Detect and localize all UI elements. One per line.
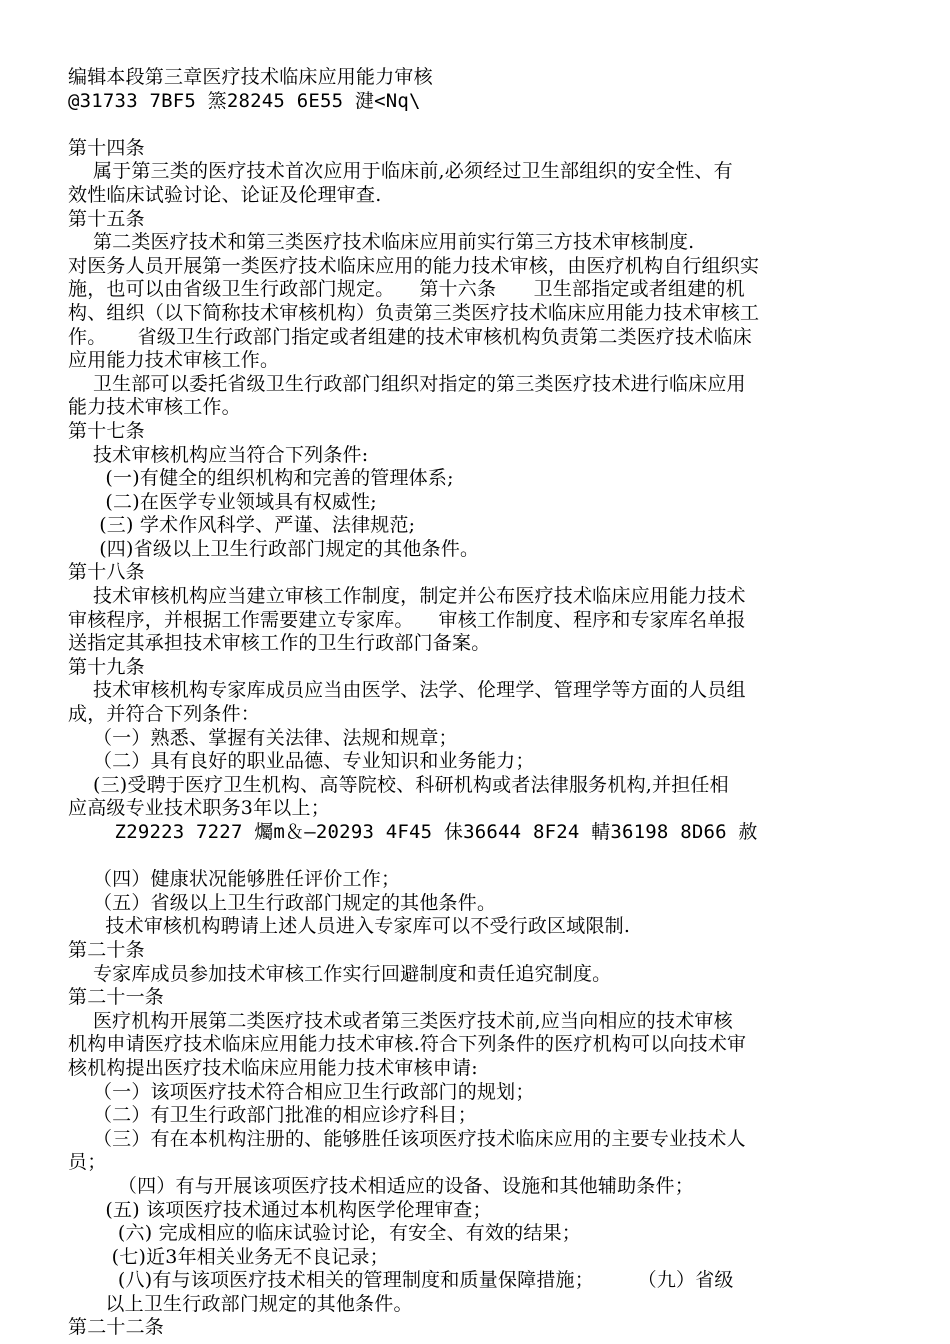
blank-line <box>68 113 878 137</box>
list-item: （一）熟悉、掌握有关法律、法规和规章； <box>68 726 458 749</box>
list-item: （四）健康状况能够胜任评价工作； <box>68 868 401 891</box>
list-item: (一)有健全的组织机构和完善的管理体系; <box>68 467 454 490</box>
text-line: 审核程序，并根据工作需要建立专家库。 审核工作制度、程序和专家库名单报 <box>68 608 746 631</box>
text-line: 卫生部可以委托省级卫生行政部门组织对指定的第三类医疗技术进行临床应用 <box>68 372 746 395</box>
list-item: （五）省级以上卫生行政部门规定的其他条件。 <box>68 891 497 914</box>
garbled-line: @31733 7BF5 篜28245 6E55 湕<Nq\ <box>68 89 421 112</box>
list-item: （四）有与开展该项医疗技术相适应的设备、设施和其他辅助条件； <box>68 1174 694 1197</box>
text-line: 专家库成员参加技术审核工作实行回避制度和责任追究制度。 <box>68 962 612 985</box>
text-line: 医疗机构开展第二类医疗技术或者第三类医疗技术前,应当向相应的技术审核 <box>68 1009 733 1032</box>
list-item: （二）具有良好的职业品德、专业知识和业务能力； <box>68 750 535 773</box>
list-item: (二)在医学专业领域具有权威性; <box>68 490 377 513</box>
text-line: 构、组织（以下简称技术审核机构）负责第三类医疗技术临床应用能力技术审核工 <box>68 301 760 324</box>
text-line: 作。 省级卫生行政部门指定或者组建的技术审核机构负责第二类医疗技术临床 <box>68 325 752 348</box>
text-line: 技术审核机构聘请上述人员进入专家库可以不受行政区域限制. <box>68 915 631 938</box>
text-line: 施，也可以由省级卫生行政部门规定。 第十六条 卫生部指定或者组建的机 <box>68 278 745 301</box>
text-line: 技术审核机构应当建立审核工作制度，制定并公布医疗技术临床应用能力技术 <box>68 585 746 608</box>
text-line: 效性临床试验讨论、论证及伦理审查. <box>68 183 382 206</box>
list-item: (七)近3年相关业务无不良记录； <box>68 1245 389 1268</box>
article-heading: 第十八条 <box>68 561 145 584</box>
text-line: 技术审核机构应当符合下列条件: <box>68 443 369 466</box>
text-line: 对医务人员开展第一类医疗技术临床应用的能力技术审核，由医疗机构自行组织实 <box>68 254 760 277</box>
heading-line: 编辑本段第三章医疗技术临床应用能力审核 <box>68 66 433 88</box>
list-item: (三)受聘于医疗卫生机构、高等院校、科研机构或者法律服务机构,并担任相 <box>68 773 729 796</box>
text-line: 送指定其承担技术审核工作的卫生行政部门备案。 <box>68 632 491 655</box>
text-line: 应高级专业技术职务3年以上； <box>68 797 330 820</box>
text-line: 能力技术审核工作。 <box>68 396 241 419</box>
text-line: 属于第三类的医疗技术首次应用于临床前,必须经过卫生部组织的安全性、有 <box>68 160 733 183</box>
list-item: （二）有卫生行政部门批准的相应诊疗科目； <box>68 1104 477 1127</box>
text-line: 应用能力技术审核工作。 <box>68 349 280 372</box>
list-item: （三）有在本机构注册的、能够胜任该项医疗技术临床应用的主要专业技术人 <box>68 1127 746 1150</box>
article-heading: 第二十条 <box>68 938 145 961</box>
text-line: 机构申请医疗技术临床应用能力技术审核.符合下列条件的医疗机构可以向技术审 <box>68 1033 747 1056</box>
article-heading: 第十五条 <box>68 207 145 230</box>
article-heading: 第二十二条 <box>68 1316 165 1339</box>
list-item: (四)省级以上卫生行政部门规定的其他条件。 <box>68 537 480 560</box>
text-line: 核机构提出医疗技术临床应用能力技术审核申请: <box>68 1056 478 1079</box>
text-line: 成，并符合下列条件： <box>68 703 261 726</box>
document-body <box>68 66 878 1340</box>
text-line: 第二类医疗技术和第三类医疗技术临床应用前实行第三方技术审核制度. <box>68 231 695 254</box>
article-heading: 第十七条 <box>68 419 145 442</box>
text-line: 技术审核机构专家库成员应当由医学、法学、伦理学、管理学等方面的人员组 <box>68 679 746 702</box>
list-item: (六) 完成相应的临床试验讨论，有安全、有效的结果； <box>68 1222 581 1245</box>
article-heading: 第十九条 <box>68 655 145 678</box>
list-item: (三) 学术作风科学、严谨、法律规范; <box>68 514 416 537</box>
list-item: (五) 该项医疗技术通过本机构医学伦理审查； <box>68 1198 492 1221</box>
list-item: (八)有与该项医疗技术相关的管理制度和质量保障措施； （九）省级 <box>68 1269 734 1292</box>
text-line: 以上卫生行政部门规定的其他条件。 <box>68 1292 413 1315</box>
blank-line <box>68 845 878 869</box>
text-line: 员； <box>68 1151 107 1174</box>
article-heading: 第二十一条 <box>68 986 165 1009</box>
list-item: （一）该项医疗技术符合相应卫生行政部门的规划； <box>68 1080 535 1103</box>
garbled-line: Z29223 7227 爥m＆—20293 4F45 佅36644 8F24 輤36198 8D66 赦 <box>68 821 758 843</box>
article-heading: 第十四条 <box>68 136 145 159</box>
